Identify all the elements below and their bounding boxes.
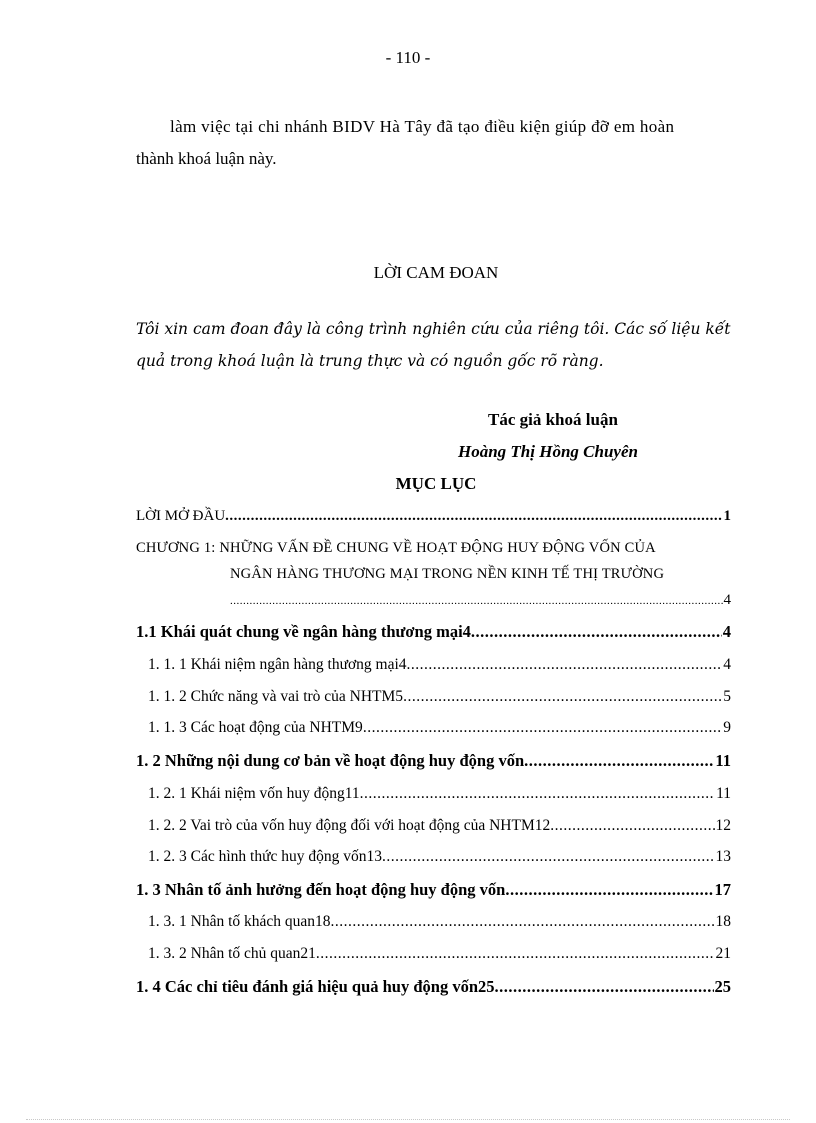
toc-leader — [360, 785, 715, 803]
toc-entry-text: 1. 3. 1 Nhân tố khách quan18 — [148, 913, 331, 930]
toc-entry-1-2-2[interactable] — [148, 817, 731, 835]
toc-entry-text: 1. 1. 3 Các hoạt động của NHTM9 — [148, 719, 363, 736]
toc-entry-text: 1. 2. 3 Các hình thức huy động vốn13 — [148, 848, 382, 865]
toc-chapter-1-line-1[interactable]: CHƯƠNG 1: NHỮNG VẤN ĐỀ CHUNG VỀ HOẠT ĐỘNG HUY ĐỘNG VỐN CỦA — [136, 540, 656, 556]
toc-entry-page: 13 — [715, 848, 731, 865]
page-number: - 110 - — [385, 48, 431, 67]
toc-entry-page: 12 — [715, 817, 731, 834]
toc-entry-page: 9 — [723, 719, 731, 736]
toc-entry-page: 25 — [714, 977, 731, 996]
toc-entry-page: 17 — [714, 880, 731, 899]
toc-entry-1-3[interactable] — [136, 880, 731, 900]
toc-entry-text: 1. 1. 1 Khái niệm ngân hàng thương mại4 — [148, 656, 407, 673]
declaration-title: LỜI CAM ĐOAN — [373, 263, 499, 282]
toc-entry-text: 1. 2. 1 Khái niệm vốn huy động11 — [148, 785, 360, 802]
toc-entry-1-2-3[interactable] — [148, 848, 731, 866]
toc-entry-chapter-1[interactable] — [230, 592, 731, 609]
toc-entry-text: 1. 3 Nhân tố ảnh hưởng đến hoạt động huy động vốn — [136, 880, 506, 899]
toc-entry-page: 11 — [716, 785, 731, 802]
toc-entry-1-2[interactable] — [136, 751, 731, 771]
toc-entry-1-3-1[interactable] — [148, 913, 731, 931]
toc-entry-page: 18 — [715, 913, 731, 930]
toc-entry-1-4[interactable] — [136, 977, 731, 997]
toc-leader — [524, 751, 714, 771]
toc-leader — [407, 656, 723, 674]
toc-leader — [403, 688, 722, 706]
toc-leader — [316, 945, 715, 963]
toc-entry-text: 1. 4 Các chỉ tiêu đánh giá hiệu quả huy động vốn25 — [136, 977, 495, 996]
toc-entry-page: 21 — [715, 945, 731, 962]
toc-leader — [225, 508, 722, 525]
toc-entry-1-1-3[interactable] — [148, 719, 731, 737]
toc-leader — [505, 880, 713, 900]
toc-entry-text: 1. 2 Những nội dung cơ bản về hoạt động huy động vốn — [136, 751, 525, 770]
toc-entry-intro[interactable] — [136, 508, 731, 525]
toc-leader — [550, 817, 714, 835]
toc-entry-text: LỜI MỞ ĐẦU — [136, 508, 226, 524]
intro-line-2: thành khoá luận này. — [136, 149, 277, 168]
toc-leader — [331, 913, 715, 931]
declaration-line-1: Tôi xin cam đoan đây là công trình nghiên cứu của riêng tôi. Các số liệu kết — [136, 320, 731, 338]
toc-leader — [382, 848, 715, 866]
page-bottom-divider — [26, 1119, 790, 1120]
toc-leader — [495, 977, 714, 997]
toc-entry-page: 4 — [723, 592, 731, 608]
declaration-line-2: quả trong khoá luận là trung thực và có nguồn gốc rõ ràng. — [136, 352, 604, 370]
toc-entry-text: 1. 2. 2 Vai trò của vốn huy động đối với hoạt động của NHTM12 — [148, 817, 551, 834]
toc-entry-page: 4 — [722, 622, 731, 641]
toc-entry-1-1-1[interactable] — [148, 656, 731, 674]
toc-chapter-1-line-2[interactable]: NGÂN HÀNG THƯƠNG MẠI TRONG NỀN KINH TẾ THỊ TRƯỜNG — [230, 566, 665, 582]
toc-leader — [471, 622, 722, 642]
toc-entry-text: 1. 3. 2 Nhân tố chủ quan21 — [148, 945, 316, 962]
author-label: Tác giả khoá luận — [488, 410, 618, 429]
toc-entry-page: 11 — [715, 751, 731, 770]
toc-entry-page: 1 — [723, 508, 731, 524]
toc-title: MỤC LỤC — [395, 474, 477, 493]
toc-entry-1-2-1[interactable] — [148, 785, 731, 803]
toc-entry-1-1-2[interactable] — [148, 688, 731, 706]
toc-entry-page: 5 — [723, 688, 731, 705]
toc-entry-text: 1. 1. 2 Chức năng và vai trò của NHTM5 — [148, 688, 404, 705]
toc-entry-text: 1.1 Khái quát chung về ngân hàng thương mại4 — [136, 622, 471, 641]
intro-line-1: làm việc tại chi nhánh BIDV Hà Tây đã tạo điều kiện giúp đỡ em hoàn — [170, 117, 675, 136]
toc-entry-1-1[interactable] — [136, 622, 731, 642]
author-name: Hoàng Thị Hồng Chuyên — [458, 442, 638, 461]
toc-leader — [230, 595, 723, 607]
toc-leader — [363, 719, 722, 737]
toc-entry-page: 4 — [723, 656, 731, 673]
toc-entry-1-3-2[interactable] — [148, 945, 731, 963]
